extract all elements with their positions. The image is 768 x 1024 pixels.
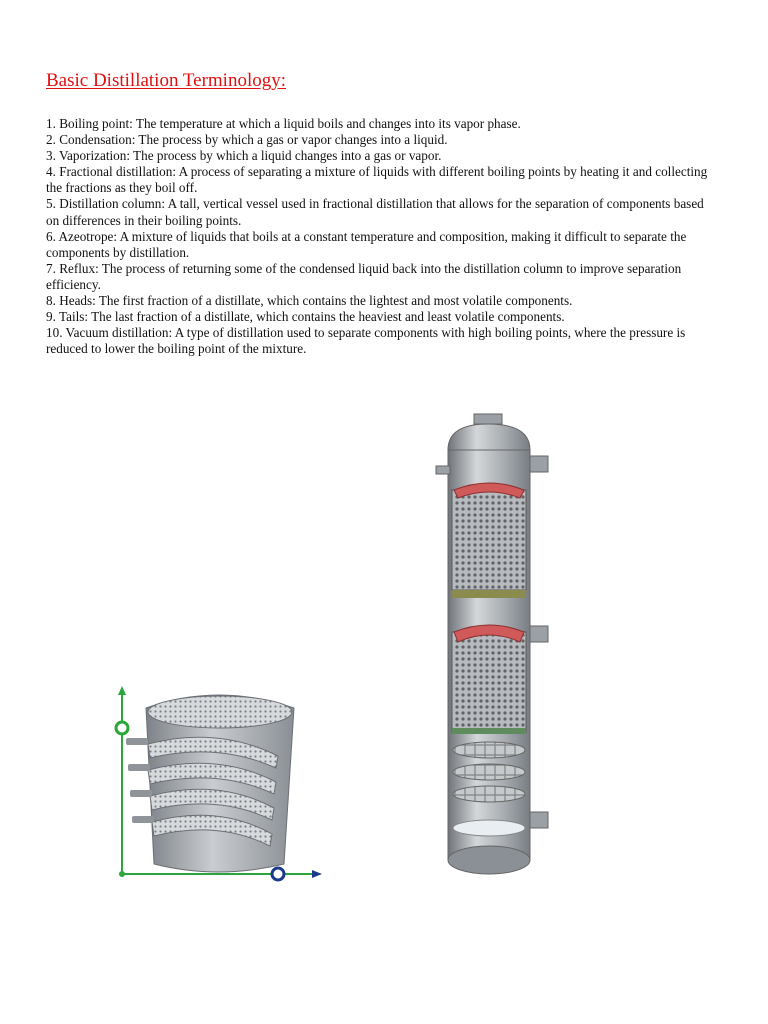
definition-item [46, 116, 714, 132]
definition-item [46, 325, 714, 357]
definition-number: 6. [46, 228, 56, 244]
distillation-tray-stack-illustration [108, 684, 328, 884]
page-title: Basic Distillation Terminology: [46, 70, 287, 91]
definition-number: 3. [46, 148, 56, 164]
definition-text: Reflux: The process of returning some of the condensed liquid back into the distillation column to improve separation efficiency. [46, 260, 682, 292]
definition-number: 4. [46, 164, 56, 180]
definition-number: 7. [46, 260, 56, 276]
definition-list [46, 116, 714, 357]
definition-number: 2. [46, 132, 56, 148]
column-cutaway-figure [430, 410, 570, 880]
distillation-column-cutaway-illustration [430, 410, 570, 880]
definition-item [46, 293, 714, 309]
definition-item [46, 196, 714, 228]
definition-item [46, 261, 714, 293]
definition-text: Vaporization: The process by which a liquid changes into a gas or vapor. [58, 148, 442, 164]
definition-item [46, 132, 714, 148]
definition-item [46, 229, 714, 261]
definition-text: Vacuum distillation: A type of distillation used to separate components with high boiling points, where the pressure is reduced to lower the boiling point of the mixture. [46, 325, 686, 357]
definition-text: Heads: The first fraction of a distillate, which contains the lightest and most volatile components. [59, 293, 573, 309]
tray-stack-figure [108, 684, 328, 884]
definition-number: 8. [46, 293, 56, 309]
definition-text: Tails: The last fraction of a distillate, which contains the heaviest and least volatile components. [58, 309, 565, 325]
definition-text: Boiling point: The temperature at which a liquid boils and changes into its vapor phase. [59, 116, 521, 131]
definition-text: Distillation column: A tall, vertical vessel used in fractional distillation that allows for the separation of components based on differences in their boiling points. [46, 196, 704, 228]
definition-text: Fractional distillation: A process of separating a mixture of liquids with different boiling points by heating it and collecting the fractions as they boil off. [46, 164, 708, 196]
definition-number: 1. [46, 116, 56, 131]
definition-number: 5. [46, 196, 56, 212]
definition-item [46, 148, 714, 164]
definition-text: Azeotrope: A mixture of liquids that boils at a constant temperature and composition, making it difficult to separate the components by distillation. [46, 228, 687, 260]
definition-item [46, 164, 714, 196]
definition-number: 10. [46, 325, 63, 341]
definition-number: 9. [46, 309, 56, 325]
definition-text: Condensation: The process by which a gas or vapor changes into a liquid. [59, 132, 448, 148]
definition-item [46, 309, 714, 325]
